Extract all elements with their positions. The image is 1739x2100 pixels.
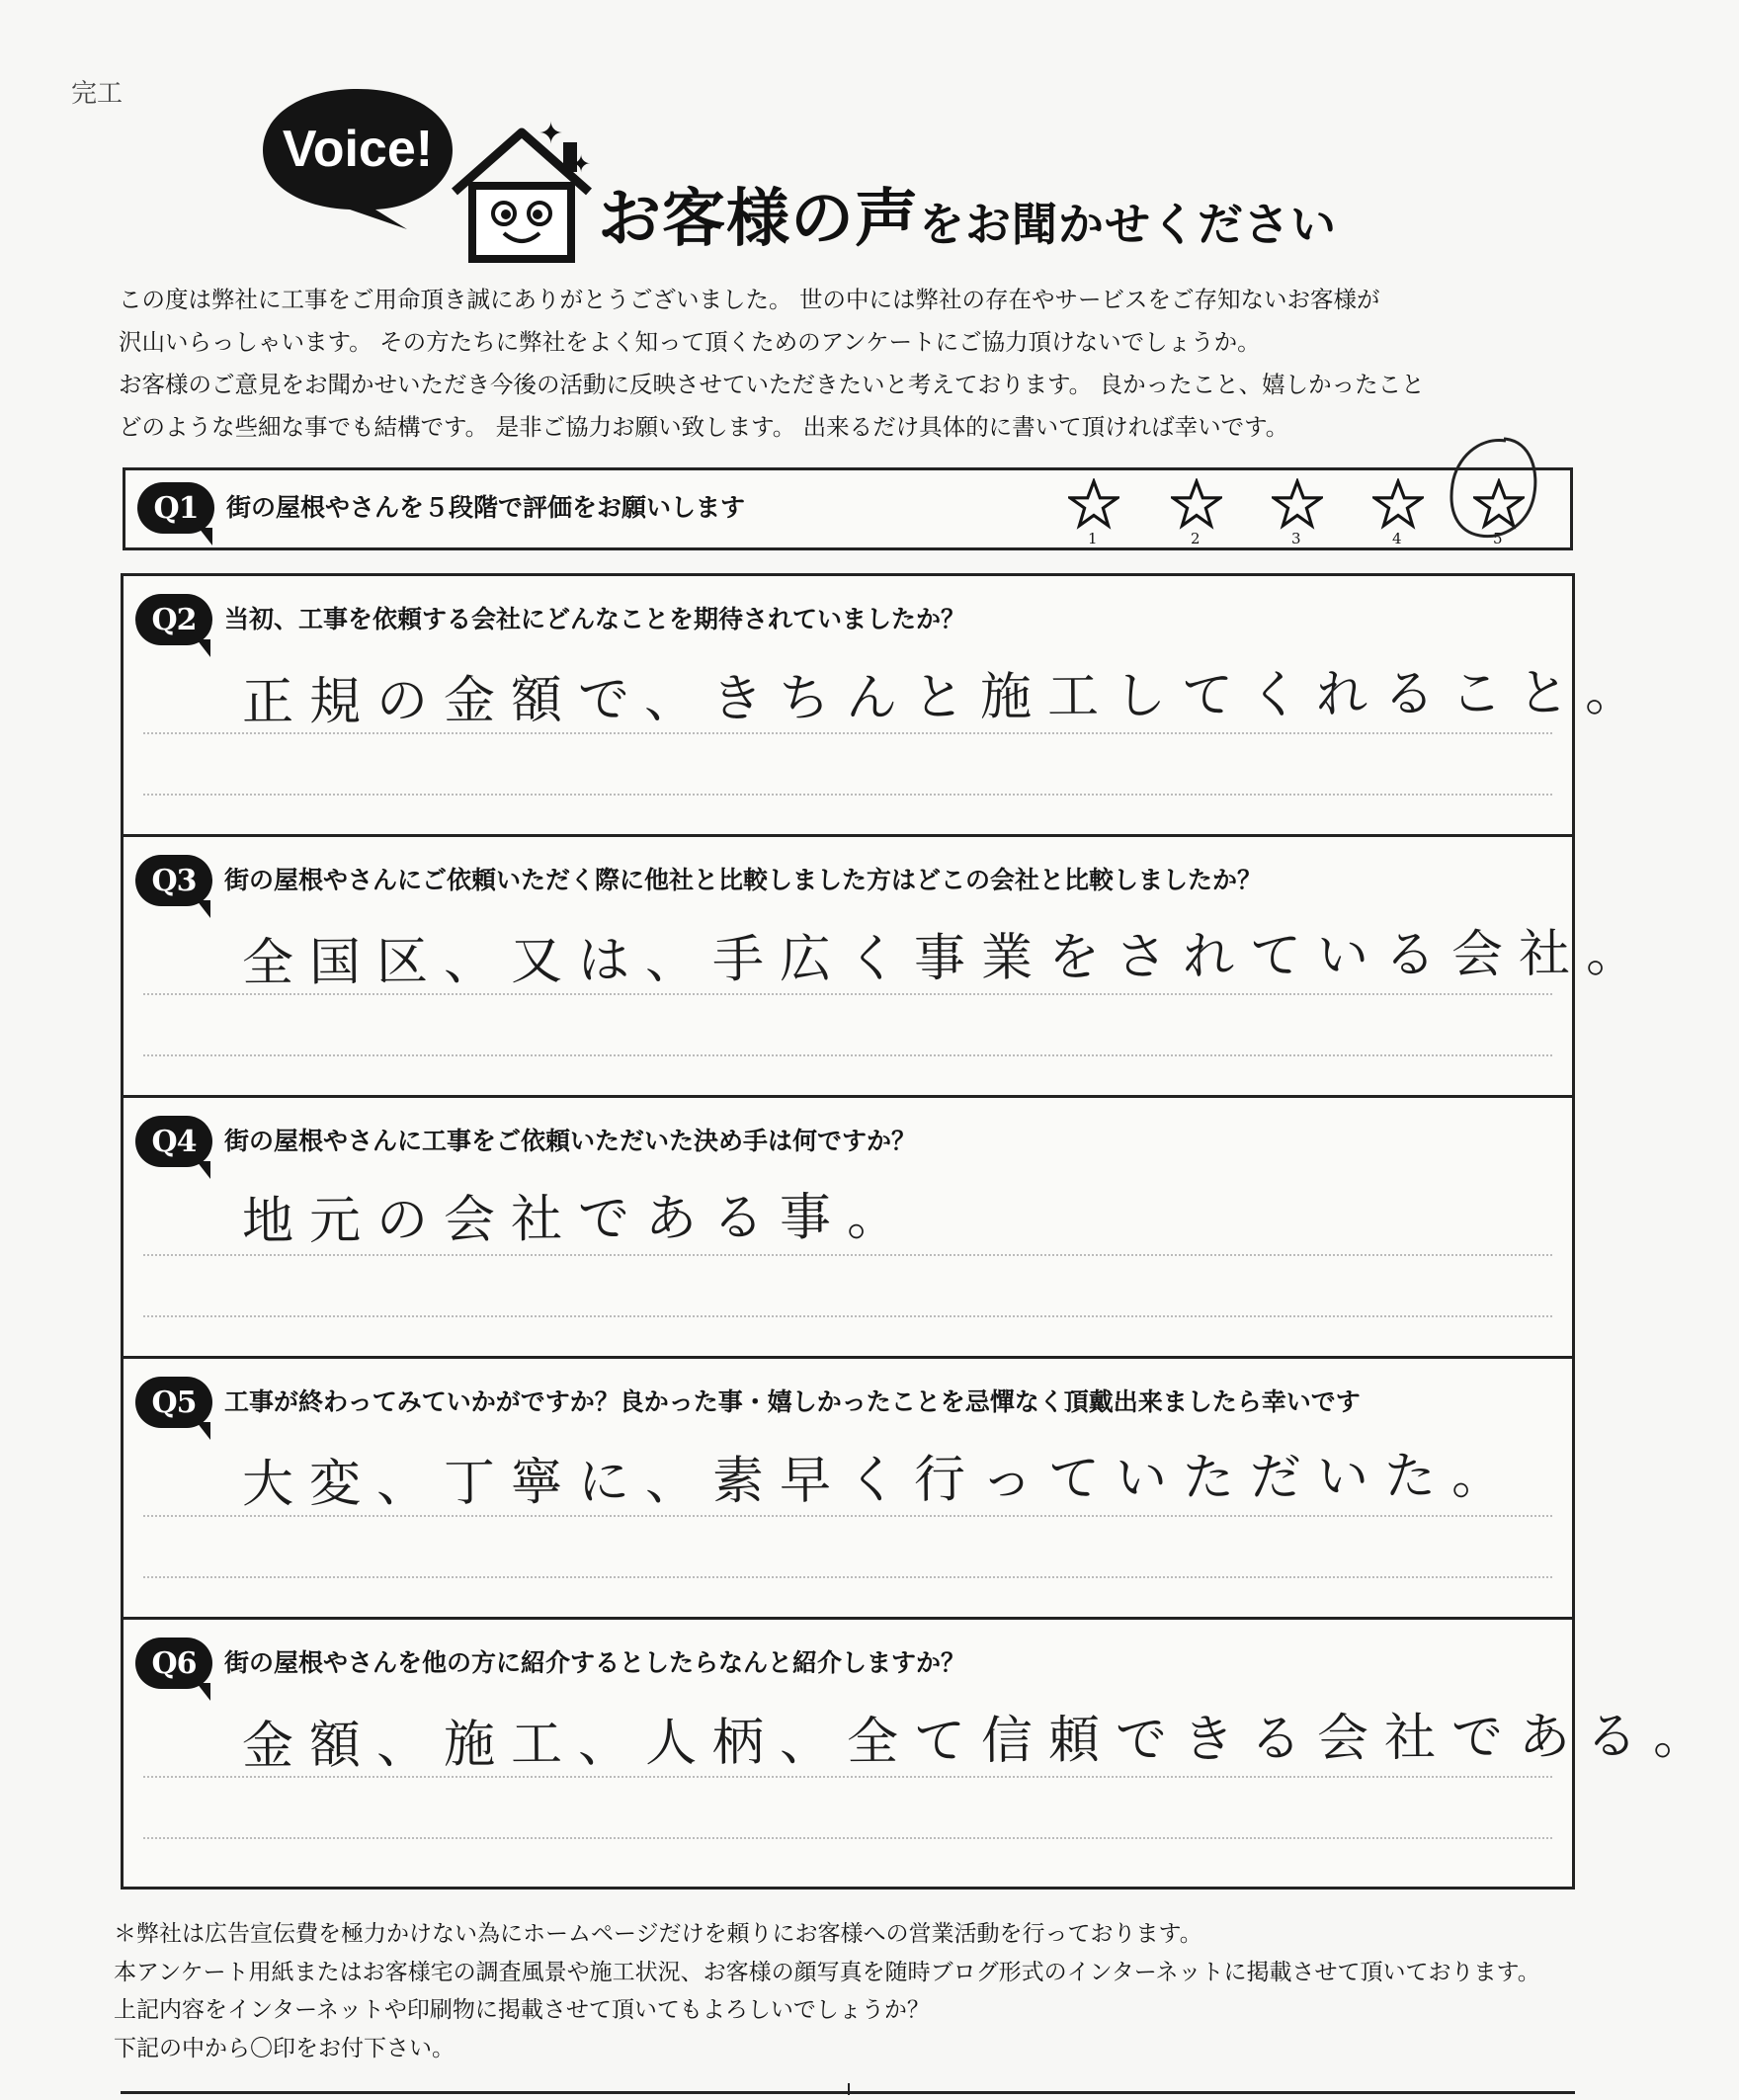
footer-notes	[114, 1915, 1540, 2067]
page-title	[598, 168, 1337, 259]
handwritten-answer: 地元の会社である事。	[241, 1187, 915, 1252]
answer-rule	[143, 732, 1552, 734]
intro-line: どのような些細な事でも結構です。 是非ご協力お願い致します。 出来るだけ具体的に書いて頂ければ幸いです。	[119, 413, 1289, 441]
star-number: 5	[1493, 530, 1503, 547]
question-section-q5	[121, 1356, 1575, 1617]
sparkle-icon: ✦	[571, 150, 592, 178]
answer-rule	[143, 794, 1552, 796]
star-number: 2	[1191, 530, 1201, 547]
house-mascot-icon	[443, 117, 601, 265]
star-icon	[1171, 478, 1222, 530]
star-number: 4	[1392, 530, 1402, 547]
voice-speech-bubble	[259, 81, 456, 229]
question-text: 当初、工事を依頼する会社にどんなことを期待されていましたか？	[224, 605, 966, 633]
intro-line: この度は弊社に工事をご用命頂き誠にありがとうございました。 世の中には弊社の存在やサービスをご存知ないお客様が	[119, 286, 1380, 313]
star-2[interactable]	[1167, 478, 1226, 547]
handwritten-answer: 金額、施工、人柄、全て信頼できる会社である。	[241, 1706, 1721, 1777]
answer-rule	[143, 1515, 1552, 1517]
answer-rule	[143, 1315, 1552, 1317]
question-badge: Q1	[137, 482, 214, 534]
q1-rating-box	[123, 467, 1573, 550]
question-text: 工事が終わってみていかがですか？良かった事・嬉しかったことを忌憚なく頂戴出来ましたら幸いです	[224, 1387, 1361, 1416]
question-badge: Q4	[135, 1116, 212, 1167]
question-section-q2	[121, 573, 1653, 834]
star-icon	[1272, 478, 1323, 530]
answer-rule	[143, 1054, 1552, 1056]
answer-rule	[143, 1576, 1552, 1578]
question-badge: Q5	[135, 1377, 212, 1428]
star-number: 3	[1291, 530, 1301, 547]
title-part-2: 声	[855, 183, 919, 256]
intro-text	[119, 279, 1620, 449]
question-badge: Q6	[135, 1638, 212, 1689]
star-number: 1	[1088, 530, 1098, 547]
title-part-1: お客様の	[598, 183, 855, 256]
question-section-q3	[121, 834, 1654, 1095]
answer-rule	[143, 1837, 1552, 1839]
star-icon	[1068, 478, 1119, 530]
bottom-table-divider	[848, 2083, 850, 2095]
star-icon	[1372, 478, 1424, 530]
question-text: 街の屋根やさんを５段階で評価をお願いします	[226, 493, 746, 522]
title-part-3: をお聞かせください	[919, 198, 1337, 251]
question-text: 街の屋根やさんに工事をご依頼いただいた決め手は何ですか？	[224, 1127, 917, 1155]
sparkle-icon: ✦	[538, 117, 564, 151]
intro-line: 沢山いらっしゃいます。 その方たちに弊社をよく知って頂くためのアンケートにご協力頂けないでしょうか。	[119, 328, 1261, 356]
footer-line: ＊弊社は広告宣伝費を極力かけない為にホームページだけを頼りにお客様への営業活動を行っております。	[114, 1921, 1202, 1947]
star-4[interactable]	[1368, 478, 1428, 547]
question-badge: Q2	[135, 594, 212, 645]
voice-bubble-text: Voice!	[282, 121, 434, 178]
corner-note: 完工	[71, 79, 124, 109]
handwritten-answer: 大変、丁寧に、素早く行っていただいた。	[241, 1446, 1520, 1515]
answer-rule	[143, 1776, 1552, 1778]
footer-line: 下記の中から〇印をお付下さい。	[114, 2035, 455, 2061]
question-text: 街の屋根やさんにご依頼いただく際に他社と比較しました方はどこの会社と比較しましたか？	[224, 866, 1263, 894]
question-section-q4	[121, 1095, 1575, 1356]
handwritten-answer: 全国区、又は、手広く事業をされている会社。	[241, 924, 1654, 993]
question-badge: Q3	[135, 855, 212, 906]
footer-line: 本アンケート用紙またはお客様宅の調査風景や施工状況、お客様の顔写真を随時ブログ形式のインターネットに掲載させて頂いております。	[114, 1959, 1540, 1985]
footer-line: 上記内容をインターネットや印刷物に掲載させて頂いてもよろしいでしょうか？	[114, 1997, 930, 2023]
handwritten-answer: 正規の金額で、きちんと施工してくれること。	[241, 663, 1653, 732]
answer-rule	[143, 993, 1552, 995]
answer-rule	[143, 1254, 1552, 1256]
question-section-q6	[121, 1617, 1721, 1890]
intro-line: お客様のご意見をお聞かせいただき今後の活動に反映させていただきたいと考えております。 良かったこと、嬉しかったこと	[119, 371, 1425, 398]
star-3[interactable]	[1268, 478, 1327, 547]
selected-rating-circle	[1445, 433, 1541, 544]
question-list	[121, 573, 1721, 1890]
question-text: 街の屋根やさんを他の方に紹介するとしたらなんと紹介しますか？	[224, 1648, 966, 1677]
star-1[interactable]	[1064, 478, 1123, 547]
